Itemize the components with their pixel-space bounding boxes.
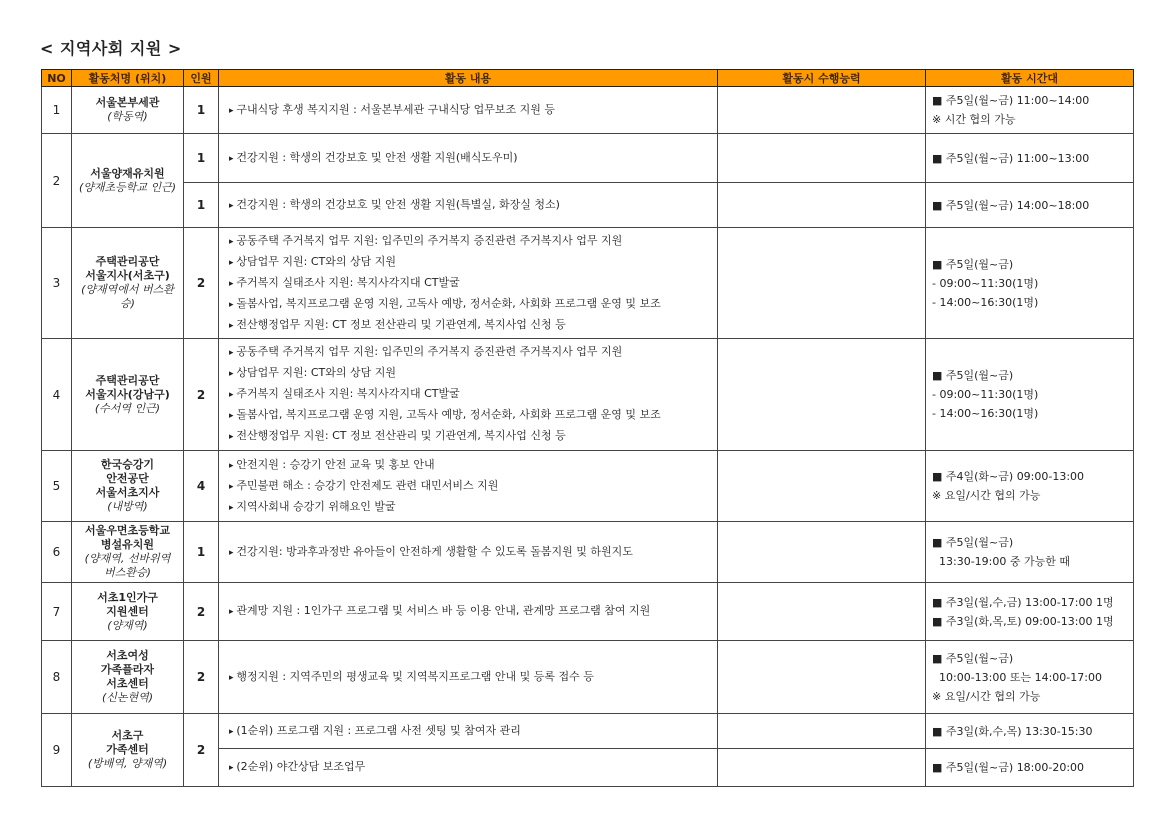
- place-location: (신논현역): [101, 691, 154, 704]
- schedule-cell: [926, 134, 1134, 183]
- place-cell: [72, 87, 184, 134]
- headcount: 2: [184, 228, 219, 339]
- required-skill: [718, 339, 926, 451]
- row-number: 5: [42, 451, 72, 522]
- activity-content: [219, 641, 718, 714]
- activity-item: ▸ 공동주택 주거복지 업무 지원: 입주민의 주거복지 증진관련 주거복지사 업무 지원: [229, 231, 717, 252]
- schedule-line: - 09:00~11:30(1명): [932, 276, 1039, 290]
- schedule-cell: [926, 522, 1134, 583]
- headcount: 1: [184, 183, 219, 228]
- schedule-cell: [926, 583, 1134, 641]
- schedule-line: 10:00-13:00 또는 14:00-17:00: [932, 670, 1102, 684]
- place-location: (양재역): [107, 618, 148, 632]
- activity-content: [219, 228, 718, 339]
- place-location: (수서역 인근): [94, 401, 161, 415]
- schedule-line: ※ 시간 협의 가능: [932, 113, 1016, 126]
- activity-item: ▸ 공동주택 주거복지 업무 지원: 입주민의 주거복지 증진관련 주거복지사 업무 지원: [229, 342, 717, 363]
- activity-item: ▸ 건강지원 : 학생의 건강보호 및 안전 생활 지원(특별실, 화장실 청소): [229, 195, 717, 216]
- activity-content: [219, 134, 718, 183]
- required-skill: [718, 749, 926, 787]
- headcount: 1: [184, 522, 219, 583]
- place-location: (양재역에서 버스환승): [81, 283, 174, 310]
- place-cell: [72, 714, 184, 787]
- required-skill: [718, 134, 926, 183]
- place-name: 서울본부세관: [95, 96, 160, 109]
- table-row: [42, 339, 1134, 451]
- activity-item: ▸ 지역사회내 승강기 위해요인 발굴: [229, 497, 717, 518]
- required-skill: [718, 228, 926, 339]
- schedule-line: ■ 주3일(화,수,목) 13:30-15:30: [932, 724, 1093, 738]
- place-name: 가족센터: [106, 743, 149, 756]
- place-name: 안전공단: [106, 472, 149, 485]
- schedule-line: ■ 주3일(화,목,토) 09:00-13:00 1명: [932, 614, 1114, 628]
- activity-item: ▸ 안전지원 : 승강기 안전 교육 및 홍보 안내: [229, 455, 717, 476]
- place-location: (방배역, 양재역): [87, 757, 168, 770]
- place-name: 서울서초지사: [95, 486, 160, 499]
- schedule-cell: [926, 451, 1134, 522]
- schedule-line: ■ 주4일(화~금) 09:00-13:00: [932, 470, 1085, 483]
- required-skill: [718, 641, 926, 714]
- activity-item: ▸ 구내식당 후생 복지지원 : 서울본부세관 구내식당 업무보조 지원 등: [229, 100, 717, 121]
- activity-content: [219, 183, 718, 228]
- row-number: 8: [42, 641, 72, 714]
- activity-item: ▸ (2순위) 야간상담 보조업무: [229, 757, 717, 778]
- table-row: [42, 87, 1134, 134]
- row-number: 9: [42, 714, 72, 787]
- schedule-line: - 14:00~16:30(1명): [932, 295, 1039, 309]
- activity-content: [219, 583, 718, 641]
- required-skill: [718, 87, 926, 134]
- table-row: [42, 714, 1134, 749]
- place-cell: [72, 339, 184, 451]
- row-number: 7: [42, 583, 72, 641]
- required-skill: [718, 522, 926, 583]
- header-skill: 활동시 수행능력: [718, 70, 926, 87]
- schedule-cell: [926, 714, 1134, 749]
- activity-item: ▸ 행정지원 : 지역주민의 평생교육 및 지역복지프로그램 안내 및 등록 접수 등: [229, 667, 717, 688]
- table-row: [42, 641, 1134, 714]
- place-cell: [72, 641, 184, 714]
- place-cell: [72, 583, 184, 641]
- headcount: 2: [184, 641, 219, 714]
- place-cell: [72, 228, 184, 339]
- community-support-table: [41, 69, 1134, 787]
- header-no: NO: [42, 70, 72, 87]
- activity-content: [219, 749, 718, 787]
- schedule-line: ■ 주5일(월~금): [932, 536, 1014, 549]
- page-title: < 지역사회 지원 >: [40, 39, 182, 58]
- required-skill: [718, 714, 926, 749]
- schedule-line: ※ 요일/시간 협의 가능: [932, 689, 1041, 703]
- place-name: 서초구: [111, 729, 144, 742]
- place-name: 서울지사(강남구): [85, 387, 170, 401]
- table-row: [42, 583, 1134, 641]
- activity-item: ▸ 주거복지 실태조사 지원: 복지사각지대 CT발굴: [229, 384, 717, 405]
- schedule-line: ■ 주5일(월~금) 14:00~18:00: [932, 198, 1090, 212]
- headcount: 2: [184, 583, 219, 641]
- place-cell: [72, 451, 184, 522]
- activity-item: ▸ 주민불편 해소 : 승강기 안전제도 관련 대민서비스 지원: [229, 476, 717, 497]
- table-row: [42, 451, 1134, 522]
- schedule-line: - 14:00~16:30(1명): [932, 407, 1039, 420]
- place-location: (양재초등학교 인근): [78, 180, 177, 194]
- schedule-line: ■ 주5일(월~금): [932, 257, 1014, 271]
- place-name: 서울양재유치원: [90, 166, 165, 180]
- required-skill: [718, 583, 926, 641]
- activity-item: ▸ 건강지원: 방과후과정반 유아들이 안전하게 생활할 수 있도록 돌봄지원 및 하원지도: [229, 542, 717, 563]
- place-name: 서울지사(서초구): [85, 269, 170, 282]
- schedule-line: ※ 요일/시간 협의 가능: [932, 489, 1041, 502]
- activity-content: [219, 339, 718, 451]
- schedule-line: ■ 주5일(월~금): [932, 369, 1014, 382]
- activity-item: ▸ 주거복지 실태조사 지원: 복지사각지대 CT발굴: [229, 273, 717, 294]
- header-schedule: 활동 시간대: [926, 70, 1134, 87]
- place-name: 서초센터: [106, 677, 149, 690]
- schedule-line: ■ 주5일(월~금) 11:00~14:00: [932, 94, 1090, 107]
- activity-item: ▸ (1순위) 프로그램 지원 : 프로그램 사전 셋팅 및 참여자 관리: [229, 721, 717, 742]
- place-name: 한국승강기: [100, 458, 155, 471]
- row-number: 3: [42, 228, 72, 339]
- table-row: [42, 228, 1134, 339]
- place-name: 주택관리공단: [95, 255, 160, 268]
- place-location: (내방역): [107, 500, 148, 513]
- place-location: (학동역): [107, 110, 148, 123]
- schedule-line: ■ 주5일(월~금): [932, 651, 1014, 665]
- headcount: 2: [184, 339, 219, 451]
- schedule-cell: [926, 87, 1134, 134]
- place-name: 서초1인가구: [97, 590, 158, 604]
- place-name: 주택관리공단: [95, 373, 160, 387]
- headcount: 1: [184, 87, 219, 134]
- place-name: 서초여성: [106, 649, 149, 662]
- schedule-line: ■ 주5일(월~금) 11:00~13:00: [932, 151, 1090, 165]
- headcount: 2: [184, 714, 219, 787]
- row-number: 4: [42, 339, 72, 451]
- place-name: 서울우면초등학교: [84, 524, 170, 537]
- header-place: 활동처명 (위치): [72, 70, 184, 87]
- row-number: 2: [42, 134, 72, 228]
- schedule-line: 13:30-19:00 중 가능한 때: [932, 555, 1070, 568]
- activity-item: ▸ 돌봄사업, 복지프로그램 운영 지원, 고독사 예방, 정서순화, 사회화 프로그램 운영 및 보조: [229, 294, 717, 315]
- required-skill: [718, 451, 926, 522]
- required-skill: [718, 183, 926, 228]
- activity-content: [219, 714, 718, 749]
- schedule-line: - 09:00~11:30(1명): [932, 388, 1039, 401]
- activity-content: [219, 87, 718, 134]
- activity-item: ▸ 전산행정업무 지원: CT 정보 전산관리 및 기관연계, 복지사업 신청 등: [229, 426, 717, 447]
- activity-item: ▸ 관계망 지원 : 1인가구 프로그램 및 서비스 바 등 이용 안내, 관계망 프로그램 참여 지원: [229, 601, 717, 622]
- activity-item: ▸ 상담업무 지원: CT와의 상담 지원: [229, 363, 717, 384]
- table-row: [42, 134, 1134, 183]
- header-count: 인원: [184, 70, 219, 87]
- table-row: [42, 183, 1134, 228]
- activity-content: [219, 522, 718, 583]
- place-name: 지원센터: [106, 604, 149, 618]
- row-number: 6: [42, 522, 72, 583]
- activity-item: ▸ 돌봄사업, 복지프로그램 운영 지원, 고독사 예방, 정서순화, 사회화 프로그램 운영 및 보조: [229, 405, 717, 426]
- activity-item: ▸ 상담업무 지원: CT와의 상담 지원: [229, 252, 717, 273]
- activity-item: ▸ 전산행정업무 지원: CT 정보 전산관리 및 기관연계, 복지사업 신청 등: [229, 315, 717, 336]
- schedule-cell: [926, 183, 1134, 228]
- activity-content: [219, 451, 718, 522]
- place-name: 병설유치원: [100, 538, 155, 551]
- headcount: 4: [184, 451, 219, 522]
- place-cell: [72, 522, 184, 583]
- activity-item: ▸ 건강지원 : 학생의 건강보호 및 안전 생활 지원(배식도우미): [229, 148, 717, 169]
- schedule-cell: [926, 749, 1134, 787]
- table-header-row: [42, 70, 1134, 87]
- schedule-cell: [926, 339, 1134, 451]
- place-cell: [72, 134, 184, 228]
- table-row: [42, 522, 1134, 583]
- place-location: (양재역, 선바위역 버스환승): [84, 552, 171, 579]
- place-name: 가족플라자: [100, 663, 155, 676]
- header-content: 활동 내용: [219, 70, 718, 87]
- row-number: 1: [42, 87, 72, 134]
- schedule-cell: [926, 228, 1134, 339]
- schedule-line: ■ 주3일(월,수,금) 13:00-17:00 1명: [932, 595, 1114, 609]
- headcount: 1: [184, 134, 219, 183]
- schedule-cell: [926, 641, 1134, 714]
- schedule-line: ■ 주5일(월~금) 18:00-20:00: [932, 761, 1085, 774]
